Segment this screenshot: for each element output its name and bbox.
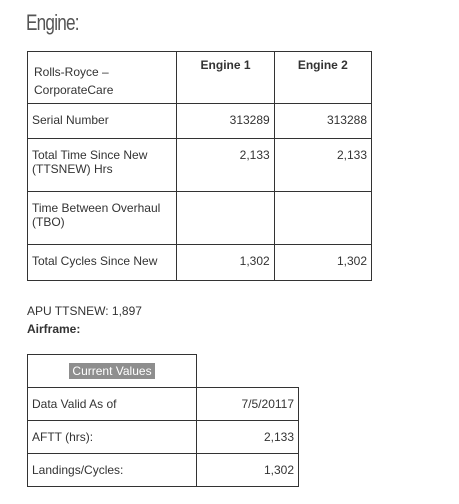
engine-2-value: 2,133 [274,139,371,192]
engine-2-value [274,192,371,245]
table-row [28,245,372,281]
engine-1-value [177,192,274,245]
airframe-heading: Airframe: [27,322,81,336]
row-label: Total Cycles Since New [28,245,177,281]
row-label: Landings/Cycles: [28,454,197,487]
row-label: Total Time Since New (TTSNEW) Hrs [28,139,177,192]
engine-brand: Rolls-Royce – CorporateCare [28,52,177,104]
row-label: AFTT (hrs): [28,421,197,454]
apu-ttsnew: APU TTSNEW: 1,897 [27,304,142,318]
engine-heading: Engine: [26,10,79,35]
engine-1-value: 2,133 [177,139,274,192]
engine-1-header: Engine 1 [177,52,274,104]
row-label: Data Valid As of [28,388,197,421]
row-value: 2,133 [197,421,299,454]
engine-table [27,51,372,281]
table-row [28,104,372,139]
row-label: Time Between Overhaul (TBO) [28,192,177,245]
airframe-header-row [28,355,299,388]
engine-1-value: 313289 [177,104,274,139]
empty-header-cell [197,355,299,388]
table-row [28,454,299,487]
engine-2-header: Engine 2 [274,52,371,104]
engine-2-value: 1,302 [274,245,371,281]
row-value: 7/5/20117 [197,388,299,421]
airframe-table [27,354,299,487]
engine-header-row [28,52,372,104]
table-row [28,421,299,454]
engine-1-value: 1,302 [177,245,274,281]
engine-2-value: 313288 [274,104,371,139]
table-row [28,139,372,192]
table-row [28,388,299,421]
row-value: 1,302 [197,454,299,487]
current-values-badge: Current Values [69,363,154,379]
current-values-cell [28,355,197,388]
row-label: Serial Number [28,104,177,139]
table-row [28,192,372,245]
